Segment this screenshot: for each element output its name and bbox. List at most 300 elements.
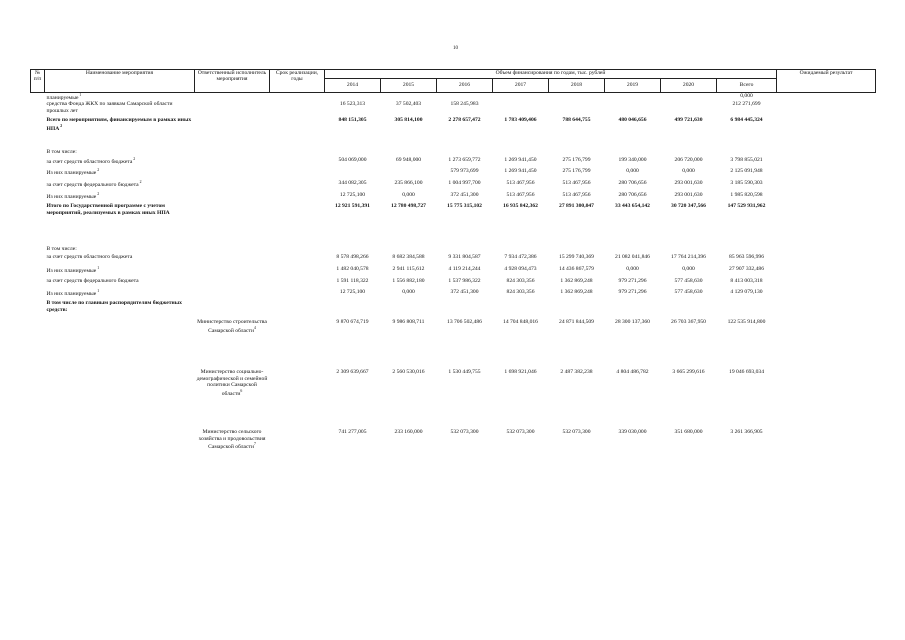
row-result-cell <box>777 266 876 278</box>
value-cell: 351 680,000 <box>674 429 703 436</box>
value-cell: 69 948,000 <box>395 157 422 164</box>
value-cell: 339 030,000 <box>618 429 647 436</box>
value-cell: 37 502,403 <box>395 101 422 108</box>
footnote-marker: 7 <box>253 442 256 447</box>
value-cell: 532 073,300 <box>562 429 591 436</box>
row-period-cell <box>270 192 325 203</box>
row-number-cell <box>31 93 45 102</box>
row-name-cell <box>45 180 195 192</box>
row-name: Итого по Государственной программе с учетом мероприятий, реализуемых в рамках иных НПА <box>46 203 170 216</box>
value-cell: 21 082 041,846 <box>615 254 650 261</box>
row-period-cell <box>270 168 325 180</box>
row-executor-cell <box>195 203 270 234</box>
row-period-cell <box>270 203 325 234</box>
value-cell: 2 278 657,472 <box>448 117 481 124</box>
value-cell: 824 303,356 <box>506 278 535 285</box>
value-cell: 577 458,630 <box>674 278 703 285</box>
value-cell <box>605 101 661 117</box>
table-row <box>31 149 876 157</box>
row-name-cell <box>45 117 195 133</box>
row-name: за счет средств областного бюджета <box>46 159 133 166</box>
value-cell: 2 487 382,238 <box>560 369 593 376</box>
row-result-cell <box>777 192 876 203</box>
value-cell: 16 935 842,362 <box>503 203 538 210</box>
value-cell: 275 176,799 <box>562 157 591 164</box>
footnote-marker: 2 <box>59 123 63 128</box>
value-cell: 12 725,100 <box>339 289 366 296</box>
executor-name: Министерство социально-демографической и семейной политики Самарской области$^6$ <box>196 369 268 397</box>
value-cell: 848 151,305 <box>338 117 367 124</box>
value-cell: 158 245,983 <box>450 101 479 108</box>
value-cell: 27 907 332,486 <box>729 266 764 273</box>
value-cell: 7 934 472,386 <box>504 254 537 261</box>
table-row <box>31 254 876 266</box>
header-name: Наименование мероприятия <box>45 70 195 93</box>
footnote-marker: 4 <box>253 325 256 330</box>
value-cell: 280 706,656 <box>618 180 647 187</box>
footnote-marker: 6 <box>240 388 243 393</box>
row-name: Из них планируемые <box>46 170 97 177</box>
value-cell <box>493 300 549 319</box>
value-cell <box>605 149 661 157</box>
header-year: 2014 <box>325 79 381 93</box>
value-cell: 0,000 <box>740 93 753 99</box>
row-period-cell <box>270 93 325 102</box>
value-cell: 532 073,300 <box>506 429 535 436</box>
value-cell <box>437 149 493 157</box>
row-result-cell <box>777 117 876 133</box>
value-cell: 372 451,300 <box>450 192 479 199</box>
row-result-cell <box>777 278 876 289</box>
value-cell <box>661 93 717 102</box>
value-cell: 233 160,000 <box>394 429 423 436</box>
table-row <box>31 168 876 180</box>
value-cell: 199 340,000 <box>618 157 647 164</box>
row-number-cell <box>31 319 45 369</box>
row-name: планируемые <box>46 94 79 101</box>
value-cell: 1 985 820,598 <box>730 192 763 199</box>
value-cell <box>717 149 777 157</box>
value-cell <box>605 246 661 254</box>
value-cell: 499 721,630 <box>674 117 703 124</box>
financing-table-sheet <box>30 69 875 485</box>
value-cell: 235 866,100 <box>394 180 423 187</box>
row-number-cell <box>31 101 45 117</box>
value-cell: 275 176,799 <box>562 168 591 175</box>
value-cell: 12 725,100 <box>339 192 366 199</box>
header-no: № п/п <box>31 70 45 93</box>
row-number-cell <box>31 133 45 149</box>
row-result-cell <box>777 149 876 157</box>
value-cell: 504 069,000 <box>338 157 367 164</box>
value-cell <box>549 246 605 254</box>
header-year: 2015 <box>381 79 437 93</box>
row-name: Из них планируемые <box>46 291 97 298</box>
row-period-cell <box>270 117 325 133</box>
header-volume: Объем финансирования по годам, тыс. рублей <box>325 70 777 79</box>
value-cell: 0,000 <box>626 266 639 273</box>
row-executor-cell <box>195 93 270 102</box>
row-name-cell <box>45 192 195 203</box>
row-name-cell <box>45 203 195 234</box>
row-executor-cell <box>195 234 270 246</box>
value-cell <box>605 300 661 319</box>
row-name-cell <box>45 319 195 369</box>
row-name: Всего по мероприятиям, финансируемым в рамках иных НПА <box>46 117 192 132</box>
row-number-cell <box>31 117 45 133</box>
row-period-cell <box>270 254 325 266</box>
row-result-cell <box>777 180 876 192</box>
row-number-cell <box>31 180 45 192</box>
value-cell <box>325 168 381 180</box>
row-name-cell <box>45 133 195 149</box>
row-executor-cell <box>195 319 270 369</box>
value-cell <box>437 133 493 149</box>
value-cell: 372 451,300 <box>450 289 479 296</box>
value-cell: 979 271,296 <box>618 278 647 285</box>
header-year: 2019 <box>605 79 661 93</box>
row-name: за счет средств областного бюджета <box>46 254 133 261</box>
row-number-cell <box>31 192 45 203</box>
value-cell <box>437 300 493 319</box>
value-cell: 0,000 <box>682 266 695 273</box>
value-cell: 24 871 844,509 <box>559 319 594 326</box>
value-cell <box>381 168 437 180</box>
value-cell <box>717 246 777 254</box>
value-cell <box>661 234 717 246</box>
value-cell: 0,000 <box>626 168 639 175</box>
value-cell: 33 443 654,142 <box>615 203 650 210</box>
table-row <box>31 278 876 289</box>
header-year: 2016 <box>437 79 493 93</box>
value-cell: 85 963 596,996 <box>729 254 764 261</box>
value-cell <box>493 133 549 149</box>
value-cell: 15 775 315,102 <box>447 203 482 210</box>
value-cell: 4 129 079,130 <box>730 289 763 296</box>
row-name-cell <box>45 369 195 429</box>
value-cell: 9 331 804,587 <box>448 254 481 261</box>
footnote-marker: 2 <box>96 192 100 197</box>
value-cell: 14 436 867,579 <box>559 266 594 273</box>
value-cell: 1 530 449,755 <box>448 369 481 376</box>
value-cell: 741 277,005 <box>338 429 367 436</box>
table-row <box>31 192 876 203</box>
value-cell: 513 467,956 <box>562 180 591 187</box>
page-number: 10 <box>453 46 458 51</box>
row-period-cell <box>270 289 325 300</box>
value-cell: 2 560 530,016 <box>392 369 425 376</box>
row-period-cell <box>270 369 325 429</box>
table-row <box>31 133 876 149</box>
row-number-cell <box>31 429 45 485</box>
row-result-cell <box>777 319 876 369</box>
row-number-cell <box>31 369 45 429</box>
table-row <box>31 203 876 234</box>
value-cell <box>549 234 605 246</box>
value-cell: 1 591 118,322 <box>336 278 369 285</box>
value-cell <box>717 133 777 149</box>
row-number-cell <box>31 168 45 180</box>
header-result: Ожидаемый результат <box>777 70 876 93</box>
value-cell: 14 704 848,016 <box>503 319 538 326</box>
row-name-cell <box>45 300 195 319</box>
value-cell: 6 984 445,324 <box>730 117 763 124</box>
value-cell: 12 780 498,727 <box>391 203 426 210</box>
footnote-marker: 1 <box>96 266 100 271</box>
value-cell: 8 578 498,266 <box>336 254 369 261</box>
value-cell: 206 720,000 <box>674 157 703 164</box>
value-cell: 577 458,630 <box>674 289 703 296</box>
value-cell <box>661 246 717 254</box>
row-name-cell <box>45 289 195 300</box>
value-cell <box>381 246 437 254</box>
value-cell <box>605 133 661 149</box>
row-name: Из них планируемые <box>46 194 97 201</box>
value-cell: 19 046 693,034 <box>729 369 764 376</box>
value-cell <box>549 133 605 149</box>
value-cell <box>493 101 549 117</box>
row-executor-cell <box>195 117 270 133</box>
value-cell: 532 073,300 <box>450 429 479 436</box>
row-executor-cell <box>195 180 270 192</box>
value-cell <box>325 234 381 246</box>
row-number-cell <box>31 254 45 266</box>
row-name-cell <box>45 101 195 117</box>
value-cell: 4 804 486,782 <box>616 369 649 376</box>
financing-table <box>30 69 876 485</box>
row-number-cell <box>31 266 45 278</box>
value-cell <box>493 246 549 254</box>
row-period-cell <box>270 180 325 192</box>
value-cell: 8 413 003,318 <box>730 278 763 285</box>
row-result-cell <box>777 246 876 254</box>
value-cell: 0,000 <box>402 289 415 296</box>
value-cell: 1 269 941,450 <box>504 168 537 175</box>
row-number-cell <box>31 203 45 234</box>
value-cell: 1 273 659,772 <box>448 157 481 164</box>
value-cell <box>493 93 549 102</box>
value-cell <box>661 149 717 157</box>
value-cell <box>549 101 605 117</box>
value-cell: 4 928 094,473 <box>504 266 537 273</box>
row-period-cell <box>270 234 325 246</box>
value-cell <box>437 93 493 102</box>
row-name-cell <box>45 234 195 246</box>
value-cell: 15 299 740,369 <box>559 254 594 261</box>
value-cell <box>381 93 437 102</box>
executor-name: Министерство сельского хозяйства и продовольствия Самарской области$^7$ <box>198 429 266 450</box>
value-cell <box>493 149 549 157</box>
value-cell: 513 467,956 <box>506 192 535 199</box>
row-result-cell <box>777 93 876 102</box>
row-result-cell <box>777 369 876 429</box>
value-cell <box>381 300 437 319</box>
value-cell: 2 309 639,667 <box>336 369 369 376</box>
value-cell: 1 269 941,450 <box>504 157 537 164</box>
value-cell: 1 362 869,248 <box>560 278 593 285</box>
row-executor-cell <box>195 429 270 485</box>
row-period-cell <box>270 157 325 168</box>
value-cell <box>661 101 717 117</box>
row-name-cell <box>45 254 195 266</box>
row-name-cell <box>45 266 195 278</box>
value-cell: 1 537 986,322 <box>448 278 481 285</box>
table-row <box>31 246 876 254</box>
row-name-cell <box>45 168 195 180</box>
value-cell: 1 004 997,700 <box>448 180 481 187</box>
value-cell <box>549 93 605 102</box>
value-cell: 1 698 921,046 <box>504 369 537 376</box>
value-cell: 788 644,755 <box>562 117 591 124</box>
value-cell: 12 921 591,391 <box>335 203 370 210</box>
value-cell: 9 870 674,719 <box>336 319 369 326</box>
header-year: 2020 <box>661 79 717 93</box>
row-result-cell <box>777 157 876 168</box>
table-row <box>31 319 876 369</box>
row-period-cell <box>270 101 325 117</box>
row-executor-cell <box>195 278 270 289</box>
value-cell <box>381 234 437 246</box>
row-executor-cell <box>195 168 270 180</box>
row-name: за счет средств федерального бюджета <box>46 182 139 189</box>
table-row <box>31 429 876 485</box>
value-cell <box>325 149 381 157</box>
row-name: за счет средств федерального бюджета <box>46 278 139 285</box>
row-result-cell <box>777 203 876 234</box>
row-result-cell <box>777 289 876 300</box>
value-cell: 2 125 091,948 <box>730 168 763 175</box>
value-cell <box>325 300 381 319</box>
row-period-cell <box>270 246 325 254</box>
table-row <box>31 180 876 192</box>
footnote-marker: 1 <box>96 289 100 294</box>
row-name: В том числе: <box>46 246 77 253</box>
table-row <box>31 234 876 246</box>
table-row <box>31 101 876 117</box>
row-name: средства Фонда ЖКХ по заявкам Самарской области прошлых лет <box>46 101 173 114</box>
row-result-cell <box>777 133 876 149</box>
row-number-cell <box>31 289 45 300</box>
row-name-cell <box>45 149 195 157</box>
value-cell: 147 529 931,962 <box>727 203 766 210</box>
row-result-cell <box>777 300 876 319</box>
row-executor-cell <box>195 149 270 157</box>
header-year: 2018 <box>549 79 605 93</box>
executor-name: Министерство строительства Самарской области$^4$ <box>197 319 267 334</box>
value-cell <box>493 234 549 246</box>
row-executor-cell <box>195 133 270 149</box>
value-cell <box>325 133 381 149</box>
row-period-cell <box>270 319 325 369</box>
row-number-cell <box>31 246 45 254</box>
row-executor-cell <box>195 369 270 429</box>
row-period-cell <box>270 278 325 289</box>
row-executor-cell <box>195 266 270 278</box>
value-cell <box>325 246 381 254</box>
value-cell <box>549 149 605 157</box>
row-name: В том числе по главным распорядителям бюджетных средств: <box>46 300 182 313</box>
value-cell: 9 986 808,711 <box>392 319 425 326</box>
row-number-cell <box>31 300 45 319</box>
value-cell <box>717 234 777 246</box>
row-number-cell <box>31 157 45 168</box>
value-cell <box>717 300 777 319</box>
footnote-marker: 2 <box>138 180 142 185</box>
row-name-cell <box>45 429 195 485</box>
header-year: Всего <box>717 79 777 93</box>
value-cell: 212 271,699 <box>732 101 761 108</box>
footnote-marker: 2 <box>96 168 100 173</box>
table-row <box>31 266 876 278</box>
value-cell <box>549 300 605 319</box>
table-row <box>31 289 876 300</box>
value-cell: 1 556 882,180 <box>392 278 425 285</box>
row-executor-cell <box>195 192 270 203</box>
value-cell: 3 185 590,303 <box>730 180 763 187</box>
row-name-cell <box>45 93 195 102</box>
value-cell <box>605 234 661 246</box>
value-cell <box>661 300 717 319</box>
row-name-cell <box>45 157 195 168</box>
value-cell: 122 535 914,800 <box>727 319 766 326</box>
value-cell: 1 482 040,578 <box>336 266 369 273</box>
value-cell: 513 467,956 <box>506 180 535 187</box>
value-cell: 2 941 115,612 <box>392 266 425 273</box>
value-cell: 16 523,313 <box>339 101 366 108</box>
value-cell: 344 082,305 <box>338 180 367 187</box>
value-cell: 1 362 869,248 <box>560 289 593 296</box>
value-cell: 293 001,630 <box>674 180 703 187</box>
table-row <box>31 369 876 429</box>
value-cell <box>605 93 661 102</box>
row-executor-cell <box>195 157 270 168</box>
footnote-marker: 2 <box>132 157 136 162</box>
row-name: Из них планируемые <box>46 268 97 275</box>
row-number-cell <box>31 234 45 246</box>
header-year: 2017 <box>493 79 549 93</box>
value-cell: 8 682 384,588 <box>392 254 425 261</box>
row-number-cell <box>31 149 45 157</box>
value-cell: 480 046,656 <box>618 117 647 124</box>
header-executor: Ответственный исполнитель мероприятия <box>195 70 270 93</box>
value-cell <box>437 234 493 246</box>
row-period-cell <box>270 133 325 149</box>
header-period: Срок реализации, годы <box>270 70 325 93</box>
value-cell: 30 720 347,566 <box>671 203 706 210</box>
value-cell: 0,000 <box>682 168 695 175</box>
row-number-cell <box>31 278 45 289</box>
row-name: В том числе: <box>46 149 77 156</box>
value-cell: 979 271,296 <box>618 289 647 296</box>
row-period-cell <box>270 266 325 278</box>
value-cell <box>381 133 437 149</box>
value-cell: 17 764 214,396 <box>671 254 706 261</box>
row-executor-cell <box>195 254 270 266</box>
row-result-cell <box>777 101 876 117</box>
value-cell: 293 001,630 <box>674 192 703 199</box>
value-cell: 3 665 299,616 <box>672 369 705 376</box>
row-name-cell <box>45 278 195 289</box>
value-cell: 824 303,356 <box>506 289 535 296</box>
value-cell <box>661 133 717 149</box>
table-row <box>31 157 876 168</box>
row-executor-cell <box>195 300 270 319</box>
value-cell: 305 814,100 <box>394 117 423 124</box>
value-cell <box>437 246 493 254</box>
value-cell: 13 706 502,486 <box>447 319 482 326</box>
value-cell: 1 783 409,406 <box>504 117 537 124</box>
value-cell: 26 703 367,950 <box>671 319 706 326</box>
